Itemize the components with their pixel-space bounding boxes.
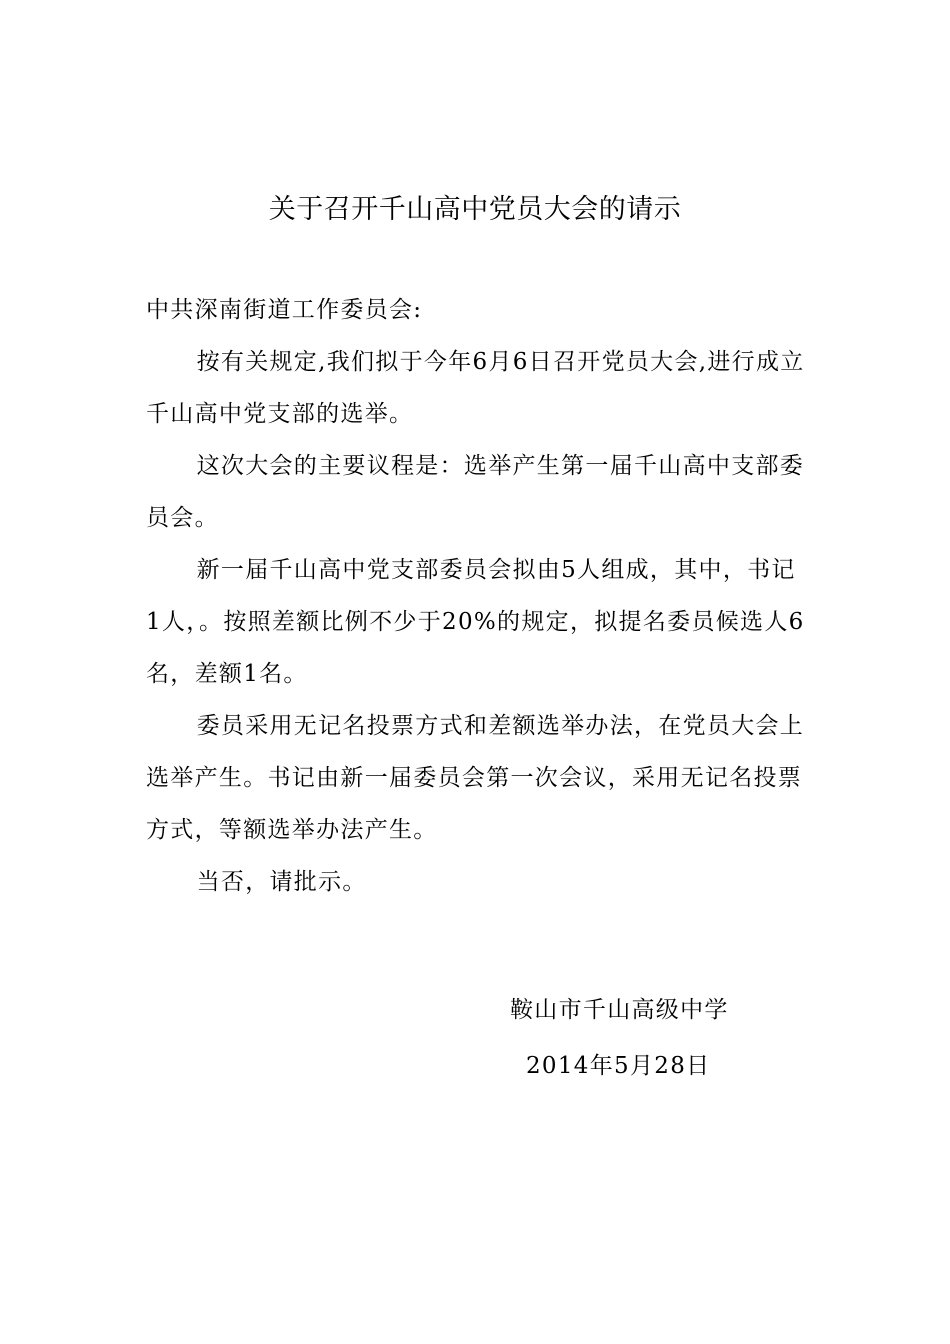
signature-organization: 鞍山市千山高级中学	[510, 997, 729, 1023]
paragraph-meeting-notice: 按有关规定,我们拟于今年6月6日召开党员大会,进行成立千山高中党支部的选举。	[146, 349, 805, 427]
paragraph-committee-composition: 新一届千山高中党支部委员会拟由5人组成，其中，书记1人，。按照差额比例不少于20%的规定，拟提名委员候选人6名，差额1名。	[146, 557, 805, 687]
paragraph-request-approval: 当否，请批示。	[196, 869, 367, 895]
salutation: 中共深南街道工作委员会:	[146, 297, 423, 323]
signature-date: 2014年5月28日	[526, 1053, 711, 1079]
document-body	[146, 284, 806, 908]
document-title: 关于召开千山高中党员大会的请示	[268, 194, 682, 225]
paragraph-agenda: 这次大会的主要议程是：选举产生第一届千山高中支部委员会。	[146, 453, 805, 531]
signature-block	[510, 982, 830, 1094]
paragraph-election-method: 委员采用无记名投票方式和差额选举办法，在党员大会上选举产生。书记由新一届委员会第一次会议，采用无记名投票方式，等额选举办法产生。	[146, 713, 805, 843]
